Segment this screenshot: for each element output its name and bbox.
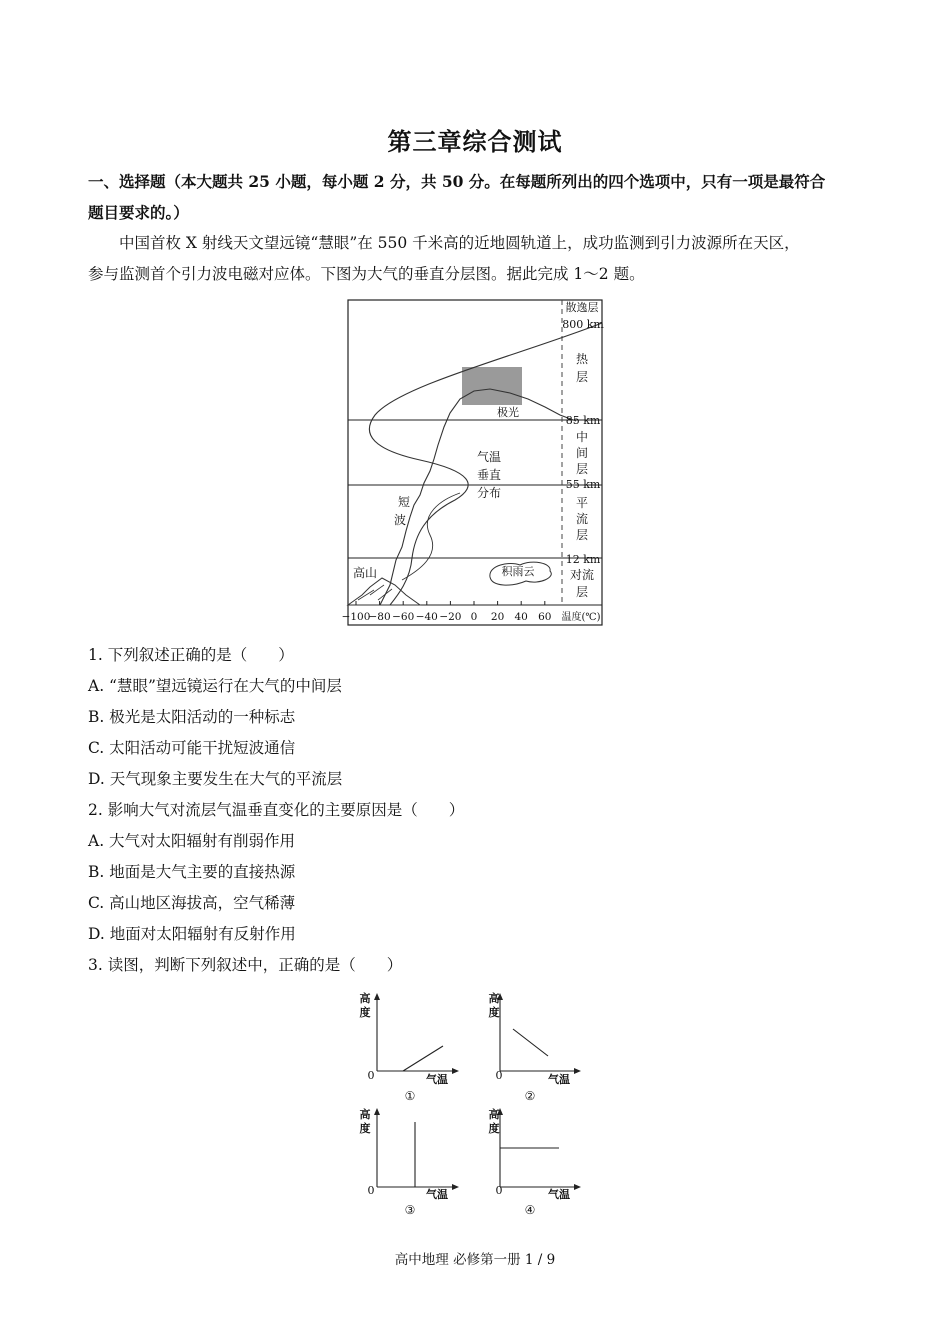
height-85km: 85 km — [565, 414, 601, 427]
panel-3-y-arrow — [374, 1108, 380, 1115]
intro-line-1: 中国首枚 X 射线天文望远镜“慧眼”在 550 千米高的近地圆轨道上，成功监测到引力波源所在天区， — [119, 234, 800, 252]
graph-panel-1 — [360, 991, 460, 1103]
height-55km: 55 km — [565, 478, 601, 491]
label-stratosphere-3: 层 — [575, 528, 589, 542]
label-mesosphere-1: 中 — [575, 430, 589, 444]
label-exosphere: 散逸层 — [565, 301, 599, 314]
question-2-option-c: C. 高山地区海拔高，空气稀薄 — [88, 894, 296, 912]
question-2-option-d: D. 地面对太阳辐射有反射作用 — [88, 925, 296, 943]
panel-4-ylabel-1: 高 — [488, 1108, 500, 1121]
panel-4-number: ④ — [524, 1203, 536, 1217]
label-mesosphere-3: 层 — [575, 462, 589, 476]
label-temperature-3: 分布 — [476, 486, 502, 500]
panel-2-x-arrow — [574, 1068, 581, 1074]
panel-3-ylabel-2: 度 — [359, 1122, 371, 1135]
panel-1-xlabel: 气温 — [426, 1073, 448, 1086]
panel-3-x-arrow — [452, 1184, 459, 1190]
label-troposphere-1: 对流 — [569, 568, 595, 582]
axis-tick-label: 20 — [490, 611, 505, 623]
panel-3-ylabel-1: 高 — [359, 1108, 371, 1121]
axis-tick-label: 60 — [538, 611, 552, 623]
axis-tick-label: −100 — [341, 611, 371, 623]
label-mesosphere-2: 间 — [575, 446, 589, 460]
graph-panel-3 — [360, 1107, 460, 1217]
label-thermosphere-2: 层 — [575, 370, 589, 384]
temperature-axis-ticks — [342, 601, 552, 623]
label-thermosphere-1: 热 — [575, 352, 589, 366]
mountain-hatch-2 — [378, 589, 392, 600]
label-mountain: 高山 — [352, 566, 378, 580]
label-temperature-1: 气温 — [476, 450, 502, 464]
panel-2-line — [513, 1029, 548, 1056]
question-1-option-a: A. “慧眼”望远镜运行在大气的中间层 — [88, 677, 342, 695]
mountain-hatch-1 — [370, 585, 384, 595]
question-2-option-b: B. 地面是大气主要的直接热源 — [88, 863, 296, 881]
graph-panel-2 — [489, 991, 582, 1103]
page-footer: 高中地理 必修第一册 1 / 9 — [394, 1252, 556, 1268]
label-cumulonimbus: 积雨云 — [501, 565, 535, 578]
axis-unit: 温度(℃) — [561, 612, 601, 623]
panel-3-origin: 0 — [367, 1184, 375, 1197]
panel-4-ylabel-2: 度 — [488, 1122, 500, 1135]
question-1-option-b: B. 极光是太阳活动的一种标志 — [88, 708, 296, 726]
panel-4-origin: 0 — [495, 1184, 503, 1197]
panel-1-x-arrow — [452, 1068, 459, 1074]
panel-2-origin: 0 — [495, 1069, 503, 1082]
atmosphere-layers-figure — [340, 295, 610, 635]
label-stratosphere-1: 平 — [575, 496, 589, 510]
section-instructions-line-2: 题目要求的。） — [88, 203, 189, 222]
panel-1-y-arrow — [374, 993, 380, 1000]
panel-1-number: ① — [404, 1089, 416, 1103]
panel-2-xlabel: 气温 — [548, 1073, 570, 1086]
question-2-stem: 2. 影响大气对流层气温垂直变化的主要原因是（ ） — [88, 801, 465, 819]
mountain-shape — [348, 578, 420, 605]
label-stratosphere-2: 流 — [575, 512, 589, 526]
question-3-stem: 3. 读图，判断下列叙述中，正确的是（ ） — [88, 956, 403, 974]
axis-tick-label: −60 — [392, 611, 415, 623]
question-1-stem: 1. 下列叙述正确的是（ ） — [88, 646, 294, 664]
panel-2-ylabel-2: 度 — [488, 1006, 500, 1019]
panel-1-ylabel-2: 度 — [359, 1006, 371, 1019]
axis-tick-label: 0 — [470, 611, 478, 623]
panel-4-x-arrow — [574, 1184, 581, 1190]
panel-1-line — [403, 1046, 443, 1071]
intro-line-2: 参与监测首个引力波电磁对应体。下图为大气的垂直分层图。据此完成 1～2 题。 — [88, 265, 645, 283]
label-aurora: 极光 — [497, 406, 519, 419]
panel-2-ylabel-1: 高 — [488, 992, 500, 1005]
question-1-option-c: C. 太阳活动可能干扰短波通信 — [88, 739, 296, 757]
label-shortwave-2: 波 — [393, 513, 407, 527]
question-2-option-a: A. 大气对太阳辐射有削弱作用 — [88, 832, 296, 850]
page-title: 第三章综合测试 — [387, 127, 563, 156]
height-12km: 12 km — [565, 553, 601, 566]
temperature-height-graphs — [355, 990, 595, 1220]
label-shortwave-1: 短 — [397, 495, 411, 509]
figure-frame — [348, 300, 602, 625]
axis-tick-label: −40 — [415, 611, 438, 623]
aurora-image — [462, 367, 522, 405]
question-1-option-d: D. 天气现象主要发生在大气的平流层 — [88, 770, 343, 788]
height-800km: 800 km — [562, 318, 604, 331]
label-troposphere-2: 层 — [575, 585, 589, 599]
panel-1-ylabel-1: 高 — [359, 992, 371, 1005]
axis-tick-label: −20 — [439, 611, 462, 623]
panel-3-xlabel: 气温 — [426, 1188, 448, 1201]
label-temperature-2: 垂直 — [476, 468, 502, 482]
section-instructions-line-1: 一、选择题（本大题共 25 小题，每小题 2 分，共 50 分。在每题所列出的四个选项中，只有一项是最符合 — [88, 172, 826, 191]
axis-tick-label: −80 — [368, 611, 391, 623]
panel-2-number: ② — [524, 1089, 536, 1103]
panel-1-origin: 0 — [367, 1069, 375, 1082]
panel-4-xlabel: 气温 — [548, 1188, 570, 1201]
graph-panel-4 — [489, 1107, 582, 1217]
panel-3-number: ③ — [404, 1203, 416, 1217]
axis-tick-label: 40 — [514, 611, 528, 623]
